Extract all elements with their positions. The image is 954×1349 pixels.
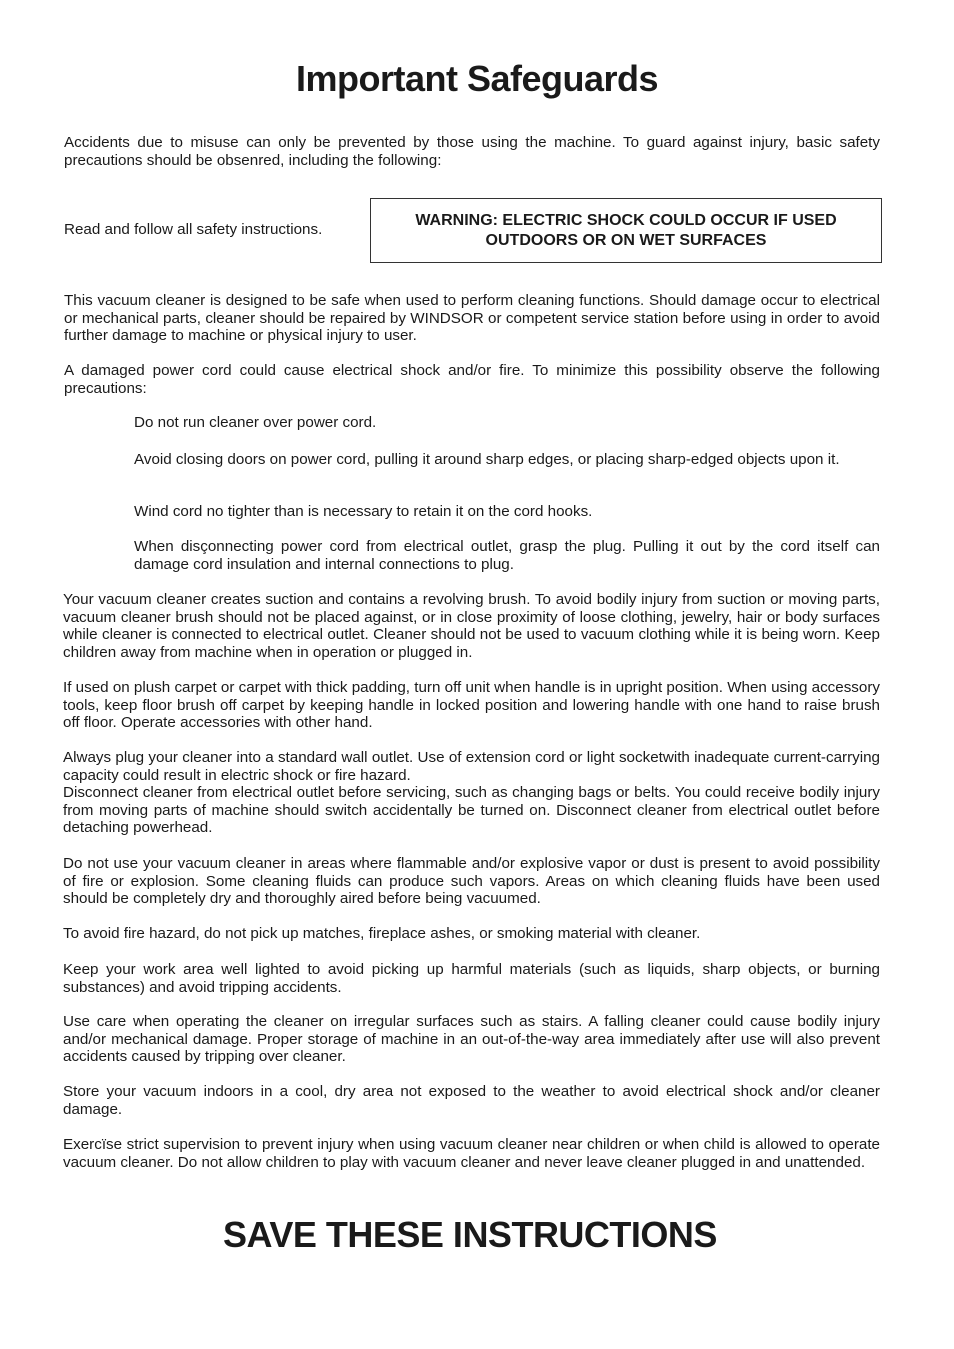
save-instructions-heading: SAVE THESE INSTRUCTIONS [223, 1214, 717, 1255]
warning-line-2: OUTDOORS OR ON WET SURFACES [485, 231, 767, 249]
warning-line-1: WARNING: ELECTRIC SHOCK COULD OCCUR IF USED [415, 211, 837, 229]
cord-item: When disçonnecting power cord from electrical outlet, grasp the plug. Pulling it out by the cord itself can damage cord insulation and internal connections to plug. [134, 538, 880, 573]
store-paragraph: Store your vacuum indoors in a cool, dry area not exposed to the weather to avoid electrical shock and/or cleaner damage. [63, 1083, 880, 1118]
lighted-paragraph: Keep your work area well lighted to avoid picking up harmful materials (such as liquids, sharp objects, or burning substances) and avoid tripping accidents. [63, 961, 880, 996]
cord-item: Wind cord no tighter than is necessary to retain it on the cord hooks. [134, 503, 593, 520]
intro-paragraph: Accidents due to misuse can only be prevented by those using the machine. To guard against injury, basic safety precautions should be obsenred, including the following: [64, 134, 880, 169]
plug-paragraph: Always plug your cleaner into a standard wall outlet. Use of extension cord or light socketwith inadequate current-carrying capacity could result in electric shock or fire hazard. [63, 749, 880, 784]
warning-box [370, 198, 882, 263]
page-title: Important Safeguards [295, 58, 659, 99]
cord-item: Avoid closing doors on power cord, pulling it around sharp edges, or placing sharp-edged objects upon it. [134, 451, 840, 468]
plush-paragraph: If used on plush carpet or carpet with thick padding, turn off unit when handle is in upright position. When using accessory tools, keep floor brush off carpet by keeping handle in locked position and lowering handle with one hand to raise brush off floor. Operate accessories with other hand. [63, 679, 880, 731]
cord-item: Do not run cleaner over power cord. [134, 414, 377, 431]
suction-paragraph: Your vacuum cleaner creates suction and contains a revolving brush. To avoid bodily injury from suction or moving parts, vacuum cleaner brush should not be placed against, or in close proximity of loose clothing, jewelry, hair or body surfaces while cleaner is connected to electrical outlet. Cleaner should not be used to vacuum clothing while it is being worn. Keep children away from machine when in operation or plugged in. [63, 591, 880, 661]
read-follow-text: Read and follow all safety instructions. [64, 221, 323, 238]
stairs-paragraph: Use care when operating the cleaner on irregular surfaces such as stairs. A falling cleaner could cause bodily injury and/or mechanical damage. Proper storage of machine in an out-of-the-way area immediately after use will also prevent accidents caused by tripping over cleaner. [63, 1013, 880, 1065]
disconnect-paragraph: Disconnect cleaner from electrical outlet before servicing, such as changing bags or belts. You could receive bodily injury from moving parts of machine should switch accidentally be turned on. Disconnect cleaner from electrical outlet before detaching powerhead. [63, 784, 880, 836]
children-paragraph: Exercïse strict supervision to prevent injury when using vacuum cleaner near children or when child is allowed to operate vacuum cleaner. Do not allow children to play with vacuum cleaner and never leave cleaner plugged in and unattended. [63, 1136, 880, 1171]
flammable-paragraph: Do not use your vacuum cleaner in areas where flammable and/or explosive vapor or dust is present to avoid possibility of fire or explosion. Some cleaning fluids can produce such vapors. Areas on which cleaning fluids have been used should be completely dry and thoroughly aired before being vacuumed. [63, 855, 880, 907]
cord-paragraph: A damaged power cord could cause electrical shock and/or fire. To minimize this possibility observe the following precautions: [64, 362, 880, 397]
designed-paragraph: This vacuum cleaner is designed to be safe when used to perform cleaning functions. Should damage occur to electrical or mechanical parts, cleaner should be repaired by WINDSOR or competent service station before using in order to avoid further damage to machine or physical injury to user. [64, 292, 880, 344]
fire-paragraph: To avoid fire hazard, do not pick up matches, fireplace ashes, or smoking material with cleaner. [63, 925, 701, 942]
